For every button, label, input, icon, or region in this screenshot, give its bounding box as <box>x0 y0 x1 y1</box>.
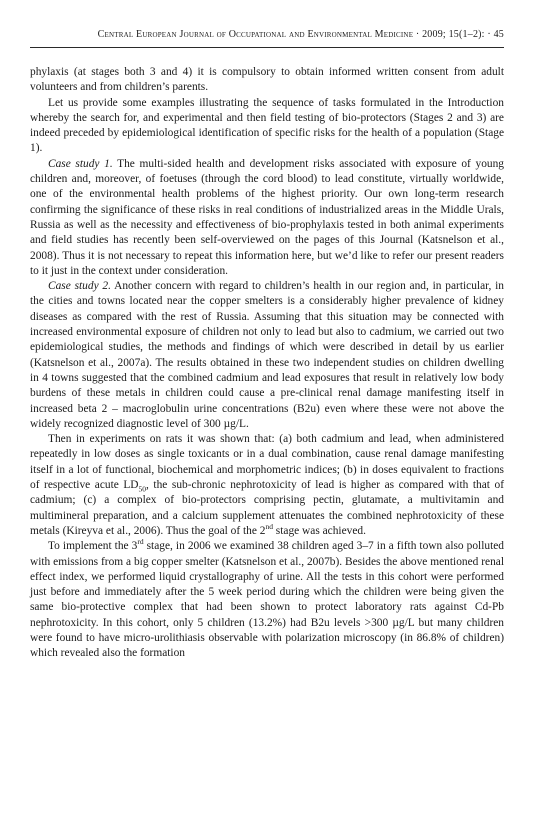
journal-volume: 15(1–2) <box>448 29 482 40</box>
journal-year: 2009 <box>422 29 443 40</box>
paragraph-text: stage, in 2006 we examined 38 children aged 3–7 in a fifth town also polluted with emissions from a big copper smelter (Katsnelson et al., 2007b). Besides the above mentioned renal effect index, we performed liquid crystallography of urine. All the tests in this cohort were performed just before and immediately after the 5 week period during which the children were being given the same bio-protective complex that had been shown to protect laboratory rats against Cd-Pb nephrotoxicity. In this cohort, only 5 children (13.2%) had B2u levels >300 µg/L but many children were found to have micro-urolithiasis observable with polarization microscopy (in 86.8% of children) which revealed also the formation <box>30 540 504 660</box>
paragraph-text: , the sub-chronic nephrotoxicity of lead is higher as compared with that of cadmium; (c) a complex of bio-protectors comprising pectin, glutamate, a multivitamin and multimineral preparation, and a calcium supplement attenuates the combined nephrotoxicity of these metals (Kireyva et al., 2006). Thus the goal of the 2 <box>30 479 504 537</box>
header-rule <box>30 47 504 48</box>
paragraph-text: phylaxis (at stages both 3 and 4) it is compulsory to obtain informed written consent from adult volunteers and from children’s parents. <box>30 66 504 94</box>
paragraph-text: stage was achieved. <box>272 524 366 537</box>
superscript: nd <box>265 522 273 532</box>
paragraph-text: The multi-sided health and development risks associated with exposure of young children and, moreover, of foetuses (through the cord blood) to lead constitute, virtually worldwide, one of the environmental health problems of the highest priority. Our own long-term research confirming the significance of these risks in real conditions of industrialized areas in the Middle Urals, Russia as well as the necessity and effectiveness of bio-prophylaxis tested in both animal experiments and field studies has recently been self-overviewed on the pages of this Journal (Katsnelson et al., 2008). Thus it is not necessary to repeat this information here, but we’d like to refer our present readers to it just in the context under consideration. <box>30 157 504 277</box>
paragraph-text: Then in experiments on rats it was shown that: (a) both cadmium and lead, when administered repeatedly in low doses as single toxicants or in a dual combination, cause renal damage manifesting itself in a lot of functional, biochemical and morphometric indices; (b) in doses equivalent to fractions of respective acute LD <box>30 433 504 492</box>
running-header: Central European Journal of Occupational and Environmental Medicine · 2009; 15(1–2): · 45 <box>97 29 504 40</box>
subscript: 50 <box>138 484 147 494</box>
paragraph-text: Another concern with regard to children’s health in our region and, in particular, in the cities and towns located near the copper smelters is a considerably higher prevalence of kidney diseases as compared with the rest of Russia. Assuming that this situation may be connected with increased environmental exposure of children not only to lead but also to cadmium, we carried out two epidemiological studies, the methods and findings of which were described in detail by us earlier (Katsnelson et al., 2007a). The results obtained in these two independent studies on children dwelling in 4 towns suggested that the combined cadmium and lead exposures that result in relatively low body burdens of these metals in children could cause a pre-clinical renal damage manifesting itself in increased beta 2 – macroglobulin urine concentrations (B2u) even where these were not above the widely recognized diagnostic level of 300 µg/L. <box>30 280 504 430</box>
paragraph <box>30 65 504 96</box>
journal-title: Central European Journal of Occupational and Environmental Medicine <box>97 29 414 40</box>
article-body <box>30 65 504 662</box>
case-study-1-paragraph <box>30 157 504 279</box>
paragraph <box>30 539 504 661</box>
paragraph-text: To implement the 3 <box>48 540 138 553</box>
superscript: rd <box>137 537 144 547</box>
case-study-2-paragraph <box>30 279 504 432</box>
case-study-label: Case study 2. <box>48 280 111 293</box>
paragraph-text: Let us provide some examples illustrating the sequence of tasks formulated in the Introduction whereby the search for, and experimental and then field testing of bio-protectors (Stages 2 and 3) are indeed preceded by epidemiological identification of specific risks for the health of a population (Stage 1). <box>30 96 504 155</box>
paragraph <box>30 96 504 157</box>
case-study-label: Case study 1. <box>48 157 113 170</box>
page-number: 45 <box>493 29 504 40</box>
paragraph <box>30 432 504 539</box>
